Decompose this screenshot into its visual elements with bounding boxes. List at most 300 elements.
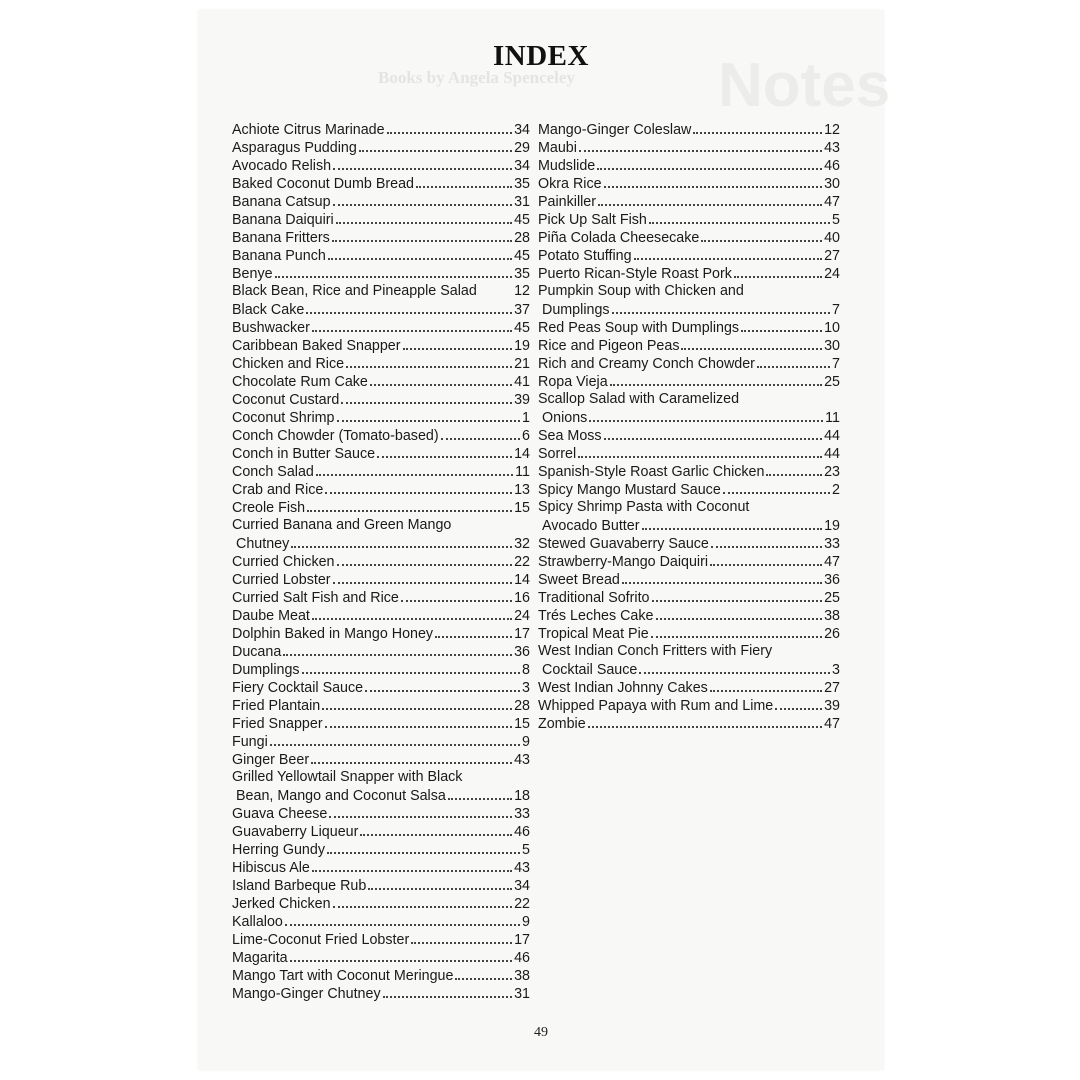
index-entry-page: 30 [824, 176, 840, 192]
dot-leader [455, 966, 512, 980]
page-number: 49 [534, 1025, 548, 1040]
index-entry [538, 156, 840, 174]
index-entry-page: 14 [514, 572, 530, 588]
dot-leader [775, 696, 822, 710]
index-entry [538, 354, 840, 372]
dot-leader [766, 462, 822, 476]
index-entry [232, 606, 530, 624]
index-entry [232, 372, 530, 390]
index-entry-page: 31 [514, 194, 530, 210]
index-entry [232, 552, 530, 570]
index-entry-continuation: Avocado Butter [542, 518, 640, 534]
index-entry-page: 25 [824, 590, 840, 606]
dot-leader [723, 480, 830, 494]
dot-leader [275, 264, 513, 278]
index-entry [232, 804, 530, 822]
index-entry-name: Banana Catsup [232, 194, 331, 210]
index-entry-page: 27 [824, 248, 840, 264]
dot-leader [403, 336, 513, 350]
index-entry [538, 462, 840, 480]
index-entry [538, 174, 840, 192]
index-entry-name: Fungi [232, 734, 268, 750]
index-entry [538, 714, 840, 732]
index-entry-name: Caribbean Baked Snapper [232, 338, 401, 354]
dot-leader [328, 246, 512, 260]
index-entry [232, 696, 530, 714]
index-entry [538, 606, 840, 624]
index-entry-name: Sweet Bread [538, 572, 620, 588]
dot-leader [652, 588, 823, 602]
index-entry-name: Coconut Custard [232, 392, 340, 408]
index-entry-page: 3 [832, 662, 840, 678]
dot-leader [368, 876, 512, 890]
index-entry [538, 120, 840, 138]
index-entry-page: 39 [514, 392, 530, 408]
index-entry-name: Curried Salt Fish and Rice [232, 590, 399, 606]
index-entry-page: 40 [824, 230, 840, 246]
index-entry-page: 36 [824, 572, 840, 588]
index-entry [232, 570, 530, 588]
dot-leader [681, 336, 822, 350]
index-entry [232, 390, 530, 408]
dot-leader [639, 660, 830, 674]
index-entry-name: Puerto Rican-Style Roast Pork [538, 266, 732, 282]
dot-leader [757, 354, 830, 368]
index-entry-name: Coconut Shrimp [232, 410, 335, 426]
index-entry-page: 7 [832, 356, 840, 372]
dot-leader [642, 516, 823, 530]
index-entry [232, 894, 530, 912]
index-entry-continuation: Chutney [236, 536, 290, 552]
index-entry-name: Scallop Salad with Caramelized [538, 391, 740, 407]
dot-leader [327, 840, 520, 854]
index-entry [232, 822, 530, 840]
dot-leader [435, 624, 512, 638]
index-entry-name: Conch in Butter Sauce [232, 446, 376, 462]
index-entry-page: 10 [824, 320, 840, 336]
index-entry-page: 6 [522, 428, 530, 444]
index-entry [538, 372, 840, 390]
index-entry [538, 336, 840, 354]
index-entry-name: Banana Punch [232, 248, 326, 264]
index-entry-name: Spicy Shrimp Pasta with Coconut [538, 499, 750, 515]
dot-leader [270, 732, 520, 746]
dot-leader [333, 894, 513, 908]
index-entry-name: Pumpkin Soup with Chicken and [538, 283, 744, 299]
index-entry-name: Island Barbeque Rub [232, 878, 367, 894]
index-entry-name: Painkiller [538, 194, 597, 210]
index-entry [232, 624, 530, 642]
index-entry-page: 46 [514, 950, 530, 966]
index-entry-page: 31 [514, 986, 530, 1002]
index-entry-name: Mudslide [538, 158, 596, 174]
dot-leader [307, 498, 512, 512]
dot-leader [651, 624, 822, 638]
dot-leader [312, 318, 512, 332]
index-entry [538, 300, 840, 318]
index-entry-page: 33 [514, 806, 530, 822]
dot-leader [701, 228, 822, 242]
index-entry-name: Ropa Vieja [538, 374, 608, 390]
index-entry-name: Lime-Coconut Fried Lobster [232, 932, 410, 948]
dot-leader [416, 174, 512, 188]
index-entry [538, 624, 840, 642]
index-entry-page: 23 [824, 464, 840, 480]
index-entry [232, 534, 530, 552]
index-entry-page: 19 [514, 338, 530, 354]
dot-leader [598, 192, 822, 206]
index-entry-name: Trés Leches Cake [538, 608, 654, 624]
index-entry [232, 678, 530, 696]
index-entry [538, 192, 840, 210]
dot-leader [741, 318, 822, 332]
dot-leader [325, 480, 512, 494]
index-entry-name: Piña Colada Cheesecake [538, 230, 700, 246]
dot-leader [387, 120, 513, 134]
index-page [198, 10, 891, 1070]
index-entry-name: Sea Moss [538, 428, 602, 444]
index-entry-page: 16 [514, 590, 530, 606]
index-entry-page: 25 [824, 374, 840, 390]
index-entry-page: 12 [514, 283, 530, 299]
index-entry-page: 8 [522, 662, 530, 678]
dot-leader [337, 408, 521, 422]
index-entry [538, 210, 840, 228]
index-entry [232, 930, 530, 948]
dot-leader [337, 552, 513, 566]
index-entry [232, 588, 530, 606]
dot-leader [649, 210, 830, 224]
index-entry [538, 678, 840, 696]
index-entry [232, 750, 530, 768]
index-entry [232, 426, 530, 444]
dot-leader [311, 750, 512, 764]
dot-leader [588, 714, 822, 728]
index-column-right [538, 120, 840, 732]
index-entry [232, 174, 530, 192]
index-entry-name: Banana Daiquiri [232, 212, 334, 228]
index-entry-page: 15 [514, 716, 530, 732]
dot-leader [589, 408, 823, 422]
index-entry [232, 408, 530, 426]
dot-leader [302, 660, 521, 674]
index-entry-name: Mango-Ginger Chutney [232, 986, 381, 1002]
index-entry-page: 44 [824, 428, 840, 444]
index-entry [232, 444, 530, 462]
index-entry [232, 876, 530, 894]
index-entry [538, 318, 840, 336]
index-entry-name: Strawberry-Mango Daiquiri [538, 554, 709, 570]
index-entry-name: Potato Stuffing [538, 248, 632, 264]
dot-leader [383, 984, 512, 998]
index-entry-page: 28 [514, 230, 530, 246]
index-column-left [232, 120, 530, 1002]
index-entry-page: 14 [514, 446, 530, 462]
index-entry [232, 228, 530, 246]
index-entry-page: 43 [514, 860, 530, 876]
index-entry-page: 27 [824, 680, 840, 696]
index-entry-page: 37 [514, 302, 530, 318]
index-entry-page: 5 [522, 842, 530, 858]
index-entry-page: 44 [824, 446, 840, 462]
index-entry-page: 45 [514, 248, 530, 264]
bleed-through-heading: Notes [718, 51, 891, 120]
index-entry [232, 714, 530, 732]
dot-leader [604, 174, 823, 188]
index-entry-continuation: Onions [542, 410, 588, 426]
index-entry-name: Black Bean, Rice and Pineapple Salad [232, 283, 477, 299]
dot-leader [597, 156, 822, 170]
index-entry [538, 570, 840, 588]
index-entry-page: 46 [514, 824, 530, 840]
index-entry [538, 696, 840, 714]
index-entry [232, 246, 530, 264]
index-entry [538, 138, 840, 156]
dot-leader [622, 570, 822, 584]
index-entry-page: 34 [514, 122, 530, 138]
index-entry-page: 24 [824, 266, 840, 282]
index-entry [538, 588, 840, 606]
index-entry [232, 138, 530, 156]
index-entry-page: 34 [514, 878, 530, 894]
index-entry [232, 282, 530, 300]
index-entry-name: Daube Meat [232, 608, 310, 624]
index-entry-page: 38 [514, 968, 530, 984]
index-entry [232, 660, 530, 678]
index-entry [232, 264, 530, 282]
index-entry-page: 43 [514, 752, 530, 768]
index-entry-page: 47 [824, 194, 840, 210]
index-entry [232, 732, 530, 750]
index-entry-name: Zombie [538, 716, 586, 732]
index-entry [232, 912, 530, 930]
index-entry-name: Mango Tart with Coconut Meringue [232, 968, 454, 984]
dot-leader [333, 570, 513, 584]
index-entry [232, 984, 530, 1002]
dot-leader [285, 912, 520, 926]
index-entry-page: 47 [824, 554, 840, 570]
index-entry-name: Dolphin Baked in Mango Honey [232, 626, 434, 642]
index-entry-page: 11 [825, 410, 840, 426]
dot-leader [325, 714, 512, 728]
dot-leader [579, 138, 822, 152]
page-title: INDEX [493, 40, 589, 72]
index-entry [232, 120, 530, 138]
index-entry-page: 43 [824, 140, 840, 156]
index-entry-name: Chocolate Rum Cake [232, 374, 368, 390]
dot-leader [312, 858, 512, 872]
index-entry-page: 45 [514, 212, 530, 228]
index-entry [232, 480, 530, 498]
index-entry [538, 552, 840, 570]
dot-leader [329, 804, 512, 818]
index-entry-name: Chicken and Rice [232, 356, 345, 372]
index-entry-page: 34 [514, 158, 530, 174]
index-entry-name: Whipped Papaya with Rum and Lime [538, 698, 774, 714]
index-entry-name: Dumplings [232, 662, 300, 678]
index-entry-name: Curried Lobster [232, 572, 331, 588]
index-entry-name: Fiery Cocktail Sauce [232, 680, 364, 696]
index-entry [232, 498, 530, 516]
index-entry [232, 786, 530, 804]
index-entry-name: Herring Gundy [232, 842, 325, 858]
index-entry-page: 33 [824, 536, 840, 552]
index-entry-page: 28 [514, 698, 530, 714]
index-entry [232, 840, 530, 858]
dot-leader [710, 678, 822, 692]
index-entry [232, 192, 530, 210]
index-entry-name: West Indian Johnny Cakes [538, 680, 708, 696]
index-entry-name: Conch Salad [232, 464, 314, 480]
dot-leader [360, 822, 512, 836]
dot-leader [656, 606, 823, 620]
index-entry-name: Kallaloo [232, 914, 283, 930]
dot-leader [578, 444, 822, 458]
dot-leader [336, 210, 512, 224]
index-entry-name: Fried Snapper [232, 716, 323, 732]
index-entry [538, 660, 840, 678]
index-entry-page: 21 [514, 356, 530, 372]
index-entry-page: 24 [514, 608, 530, 624]
index-entry-name: Okra Rice [538, 176, 602, 192]
index-entry-page: 15 [514, 500, 530, 516]
dot-leader [346, 354, 512, 368]
index-entry-page: 46 [824, 158, 840, 174]
dot-leader [610, 372, 822, 386]
dot-leader [401, 588, 512, 602]
index-entry-page: 38 [824, 608, 840, 624]
dot-leader [290, 948, 512, 962]
index-entry-page: 9 [522, 914, 530, 930]
index-entry [538, 228, 840, 246]
index-entry-page: 17 [514, 932, 530, 948]
index-entry-continuation: Bean, Mango and Coconut Salsa [236, 788, 446, 804]
index-entry-name: Spanish-Style Roast Garlic Chicken [538, 464, 765, 480]
index-entry-name: Ginger Beer [232, 752, 310, 768]
index-entry-page: 3 [522, 680, 530, 696]
index-entry-name: Grilled Yellowtail Snapper with Black [232, 769, 463, 785]
index-entry [232, 156, 530, 174]
index-entry-name: Stewed Guavaberry Sauce [538, 536, 709, 552]
index-entry-continuation: Cocktail Sauce [542, 662, 638, 678]
index-entry [232, 858, 530, 876]
dot-leader [365, 678, 520, 692]
index-entry-name: Curried Banana and Green Mango [232, 517, 452, 533]
index-entry-page: 32 [514, 536, 530, 552]
index-entry-name: Jerked Chicken [232, 896, 331, 912]
index-entry-page: 39 [824, 698, 840, 714]
dot-leader [322, 696, 512, 710]
dot-leader [312, 606, 512, 620]
index-entry-page: 36 [514, 644, 530, 660]
index-entry-page: 11 [515, 464, 530, 480]
dot-leader [693, 120, 822, 134]
dot-leader [604, 426, 823, 440]
dot-leader [291, 534, 512, 548]
index-entry [232, 948, 530, 966]
dot-leader [441, 426, 520, 440]
index-entry [538, 408, 840, 426]
index-entry-name: Magarita [232, 950, 288, 966]
index-entry-name: Creole Fish [232, 500, 306, 516]
index-entry-page: 47 [824, 716, 840, 732]
index-entry-name: Guava Cheese [232, 806, 328, 822]
bleed-through-subheading: Books by Angela Spenceley [378, 68, 575, 87]
dot-leader [333, 192, 513, 206]
dot-leader [370, 372, 512, 386]
index-entry-page: 35 [514, 176, 530, 192]
index-entry [232, 336, 530, 354]
index-entry-page: 41 [514, 374, 530, 390]
index-entry-name: Achiote Citrus Marinade [232, 122, 385, 138]
index-entry [538, 264, 840, 282]
dot-leader [612, 300, 831, 314]
index-entry-continuation: Dumplings [542, 302, 610, 318]
index-entry-page: 45 [514, 320, 530, 336]
index-entry-page: 26 [824, 626, 840, 642]
index-entry-name: Pick Up Salt Fish [538, 212, 647, 228]
index-entry-name: Spicy Mango Mustard Sauce [538, 482, 721, 498]
index-entry-page: 1 [522, 410, 530, 426]
dot-leader [479, 283, 512, 295]
dot-leader [734, 264, 822, 278]
index-entry-page: 5 [832, 212, 840, 228]
index-entry [538, 246, 840, 264]
dot-leader [306, 300, 512, 314]
index-entry-name: Sorrel [538, 446, 577, 462]
index-entry-name: Baked Coconut Dumb Bread [232, 176, 414, 192]
index-entry [232, 300, 530, 318]
index-entry [538, 444, 840, 462]
index-entry-name: Banana Fritters [232, 230, 330, 246]
index-entry-page: 2 [832, 482, 840, 498]
index-entry-name: West Indian Conch Fritters with Fiery [538, 643, 773, 659]
index-entry-name: Maubi [538, 140, 577, 156]
index-entry-name: Black Cake [232, 302, 305, 318]
index-entry [538, 534, 840, 552]
index-entry-name: Traditional Sofrito [538, 590, 650, 606]
index-entry-name: Mango-Ginger Coleslaw [538, 122, 692, 138]
dot-leader [377, 444, 512, 458]
dot-leader [359, 138, 512, 152]
index-entry-page: 12 [824, 122, 840, 138]
index-entry-name: Avocado Relish [232, 158, 332, 174]
index-entry-page: 13 [514, 482, 530, 498]
index-entry-page: 18 [514, 788, 530, 804]
index-entry [232, 210, 530, 228]
index-entry-name: Ducana [232, 644, 282, 660]
index-entry [232, 318, 530, 336]
dot-leader [283, 642, 512, 656]
index-entry-name: Curried Chicken [232, 554, 335, 570]
dot-leader [634, 246, 823, 260]
index-entry [232, 966, 530, 984]
dot-leader [332, 228, 512, 242]
index-entry-name: Tropical Meat Pie [538, 626, 649, 642]
index-entry-page: 22 [514, 896, 530, 912]
index-entry-page: 17 [514, 626, 530, 642]
index-entry [232, 642, 530, 660]
index-entry-page: 29 [514, 140, 530, 156]
index-entry-name: Hibiscus Ale [232, 860, 310, 876]
dot-leader [341, 390, 512, 404]
index-entry-page: 22 [514, 554, 530, 570]
index-entry-name: Crab and Rice [232, 482, 324, 498]
index-entry-name: Rich and Creamy Conch Chowder [538, 356, 755, 372]
index-entry [538, 480, 840, 498]
index-entry-page: 19 [824, 518, 840, 534]
index-entry-name: Conch Chowder (Tomato-based) [232, 428, 439, 444]
